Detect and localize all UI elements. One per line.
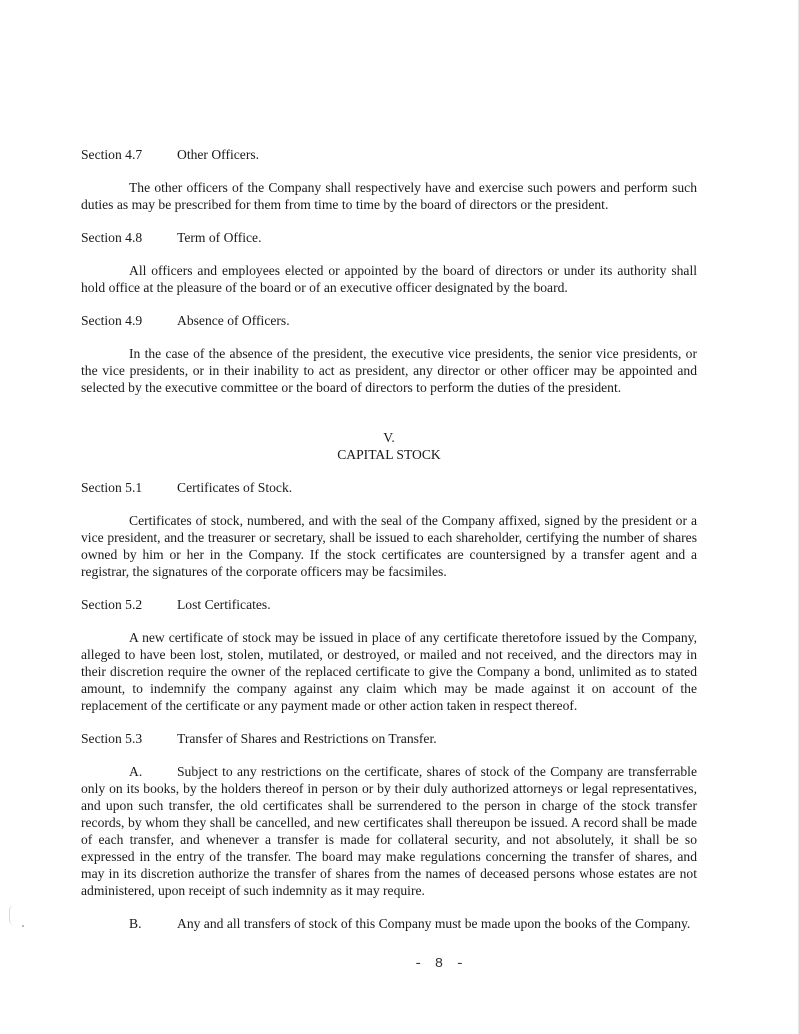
section-paragraph-4-7: The other officers of the Company shall respectively have and exercise such powers and perform such duties as may be prescribed for them from time to time by the board of directors or the president. [81,180,697,212]
section-title: Term of Office. [177,230,262,245]
section-number: Section 5.1 [81,480,143,495]
section-heading-4-7 [81,146,697,163]
section-number: Section 4.7 [81,147,143,162]
article-title: CAPITAL STOCK [337,447,441,462]
section-paragraph-4-8: All officers and employees elected or appointed by the board of directors or under its authority shall hold office at the pleasure of the board or of an executive officer designated by the board. [81,263,697,295]
section-number: Section 4.9 [81,313,143,328]
section-title: Transfer of Shares and Restrictions on Transfer. [177,731,437,746]
subsection-b [81,915,697,932]
section-number: Section 4.8 [81,230,143,245]
section-number: Section 5.2 [81,597,143,612]
subsection-label: A. [129,764,143,779]
article-numeral: V. [383,430,395,445]
scan-artifact [9,905,14,925]
section-title: Certificates of Stock. [177,480,293,495]
section-number: Section 5.3 [81,731,143,746]
subsection-text: Subject to any restrictions on the certificate, shares of stock of the Company are transferrable only on its books, by the holders thereof in person or by their duly authorized attorneys or legal representatives, and upon such transfer, the old certificates shall be surrendered to the person in charge of the stock transfer records, by whom they shall be cancelled, and new certificates shall thereupon be issued. A record shall be made of each transfer, and whenever a transfer is made for collateral security, and not absolutely, it shall be so expressed in the entry of the transfer. The board may make regulations concerning the transfer of shares, and may in its discretion authorize the transfer of shares from the names of deceased persons whose estates are not administered, upon receipt of such indemnity as it may require. [81,764,697,898]
section-heading-5-1 [81,479,697,496]
document-body [81,146,697,973]
section-title: Absence of Officers. [177,313,290,328]
page-number: - 8 - [413,956,466,972]
section-heading-5-3 [81,730,697,747]
section-paragraph-4-9: In the case of the absence of the president, the executive vice presidents, the senior vice presidents, or the vice presidents, or in their inability to act as president, any director or other officer may be appointed and selected by the executive committee or the board of directors to perform the duties of the president. [81,346,697,395]
subsection-a [81,763,697,899]
section-heading-5-2 [81,596,697,613]
section-paragraph-5-2: A new certificate of stock may be issued in place of any certificate theretofore issued by the Company, alleged to have been lost, stolen, mutilated, or destroyed, or mailed and not received, and the directors may in their discretion require the owner of the replaced certificate to give the Company a bond, unlimited as to stated amount, to indemnify the company against any claim which may be made against it on account of the replacement of the certificate or any payment made or other action taken in respect thereof. [81,630,697,713]
section-paragraph-5-1: Certificates of stock, numbered, and with the seal of the Company affixed, signed by the president or a vice president, and the treasurer or secretary, shall be issued to each shareholder, certifying the number of shares owned by him or her in the Company. If the stock certificates are countersigned by a transfer agent and a registrar, the signatures of the corporate officers may be facsimiles. [81,513,697,579]
section-title: Other Officers. [177,147,260,162]
subsection-label: B. [129,916,142,931]
section-heading-4-9 [81,312,697,329]
scan-artifact [22,925,24,927]
section-title: Lost Certificates. [177,597,271,612]
subsection-text: Any and all transfers of stock of this Company must be made upon the books of the Company. [177,916,691,931]
section-heading-4-8 [81,229,697,246]
